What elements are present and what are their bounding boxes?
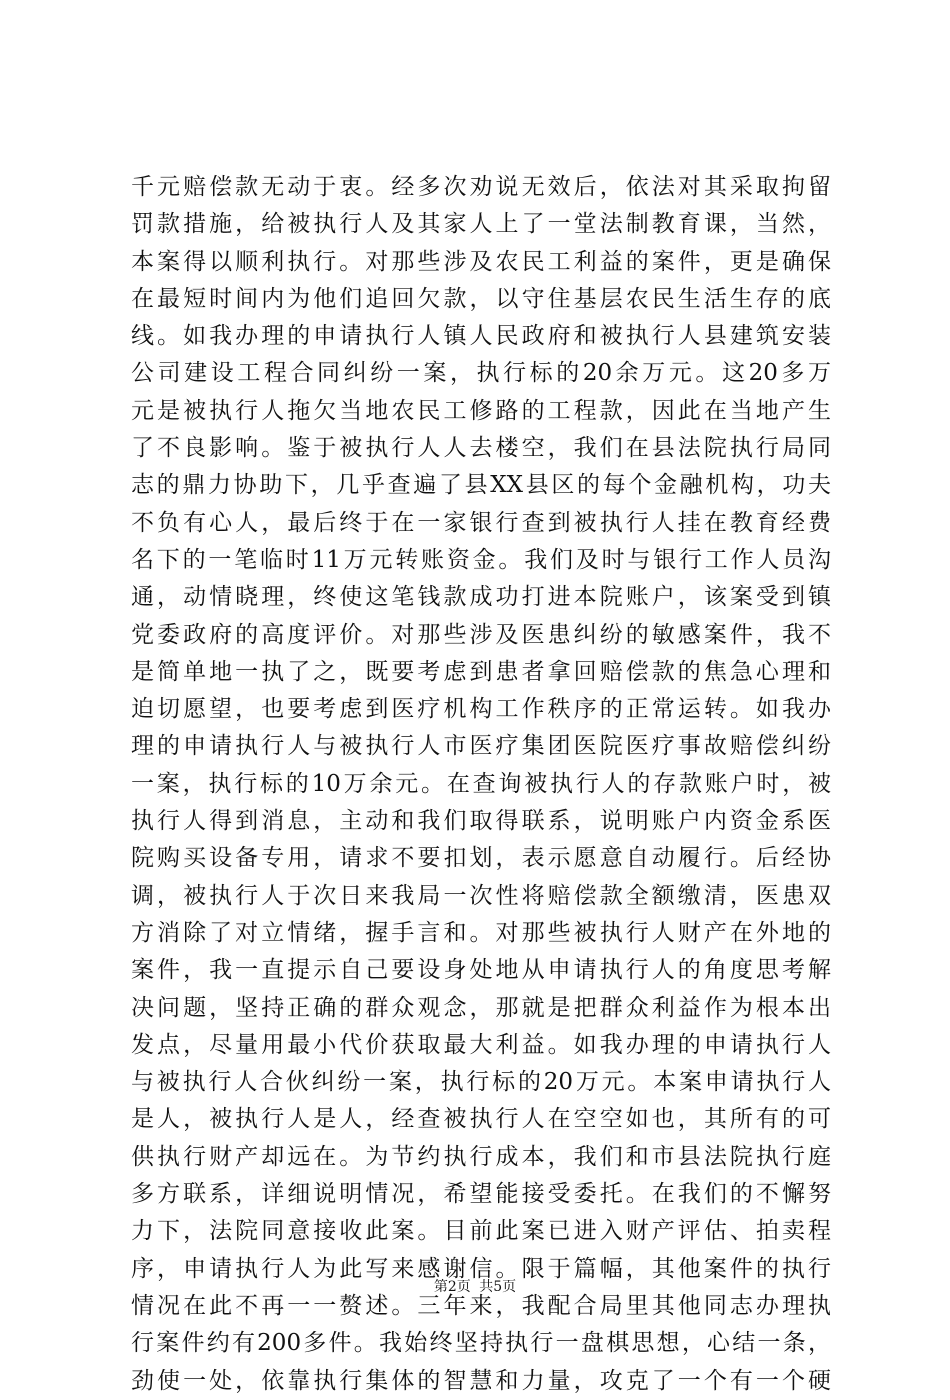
page-total: 共5页 (479, 1279, 517, 1295)
page-number: 第2页 (433, 1279, 471, 1295)
document-body (131, 169, 831, 1400)
text-line-9: 志的鼎力协助下，几乎查遍了县XX县区的每个金融机构，功夫 (131, 472, 831, 499)
text-line-21: 方消除了对立情绪，握手言和。对那些被执行人财产在外地的 (131, 919, 831, 946)
text-line-7: 元是被执行人拖欠当地农民工修路的工程款，因此在当地产生 (131, 397, 831, 424)
text-line-4: 在最短时间内为他们追回欠款，以守住基层农民生活生存的底 (131, 285, 831, 312)
text-line-28: 多方联系，详细说明情况，希望能接受委托。在我们的不懈努 (131, 1181, 831, 1208)
text-line-18: 执行人得到消息，主动和我们取得联系，说明账户内资金系医 (131, 808, 831, 835)
text-line-32: 行案件约有200多件。我始终坚持执行一盘棋思想，心结一条， (131, 1330, 831, 1357)
text-line-33: 劲使一处，依靠执行集体的智慧和力量，攻克了一个有一个硬 (131, 1367, 831, 1394)
text-line-27: 供执行财产却远在。为节约执行成本，我们和市县法院执行庭 (131, 1143, 831, 1170)
text-line-31: 情况在此不再一一赘述。三年来，我配合局里其他同志办理执 (131, 1292, 831, 1319)
text-line-26: 是人，被执行人是人，经查被执行人在空空如也，其所有的可 (131, 1106, 831, 1133)
text-line-10: 不负有心人，最后终于在一家银行查到被执行人挂在教育经费 (131, 509, 831, 536)
text-line-12: 通，动情晓理，终使这笔钱款成功打进本院账户，该案受到镇 (131, 584, 831, 611)
text-line-5: 线。如我办理的申请执行人镇人民政府和被执行人县建筑安装 (131, 323, 831, 350)
text-line-2: 罚款措施，给被执行人及其家人上了一堂法制教育课，当然， (131, 211, 831, 238)
text-line-30: 序，申请执行人为此写来感谢信。限于篇幅，其他案件的执行 (131, 1255, 831, 1282)
text-line-3: 本案得以顺利执行。对那些涉及农民工利益的案件，更是确保 (131, 248, 831, 275)
text-line-15: 迫切愿望，也要考虑到医疗机构工作秩序的正常运转。如我办 (131, 696, 831, 723)
text-line-22: 案件，我一直提示自己要设身处地从申请执行人的角度思考解 (131, 957, 831, 984)
text-line-8: 了不良影响。鉴于被执行人人去楼空，我们在县法院执行局同 (131, 435, 831, 462)
text-line-16: 理的申请执行人与被执行人市医疗集团医院医疗事故赔偿纠纷 (131, 733, 831, 760)
text-line-11: 名下的一笔临时11万元转账资金。我们及时与银行工作人员沟 (131, 546, 831, 573)
text-line-14: 是简单地一执了之，既要考虑到患者拿回赔偿款的焦急心理和 (131, 658, 831, 685)
text-line-17: 一案，执行标的10万余元。在查询被执行人的存款账户时，被 (131, 770, 831, 797)
text-line-13: 党委政府的高度评价。对那些涉及医患纠纷的敏感案件，我不 (131, 621, 831, 648)
text-line-1: 千元赔偿款无动于衷。经多次劝说无效后，依法对其采取拘留 (131, 174, 831, 200)
text-line-20: 调，被执行人于次日来我局一次性将赔偿款全额缴清，医患双 (131, 882, 831, 909)
text-line-25: 与被执行人合伙纠纷一案，执行标的20万元。本案申请执行人 (131, 1069, 831, 1096)
page-footer (0, 1277, 950, 1297)
text-line-19: 院购买设备专用，请求不要扣划，表示愿意自动履行。后经协 (131, 845, 831, 872)
text-line-23: 决问题，坚持正确的群众观念，那就是把群众利益作为根本出 (131, 994, 831, 1021)
text-line-24: 发点，尽量用最小代价获取最大利益。如我办理的申请执行人 (131, 1031, 831, 1058)
text-line-6: 公司建设工程合同纠纷一案，执行标的20余万元。这20多万 (131, 360, 831, 387)
text-line-29: 力下，法院同意接收此案。目前此案已进入财产评估、拍卖程 (131, 1218, 831, 1245)
